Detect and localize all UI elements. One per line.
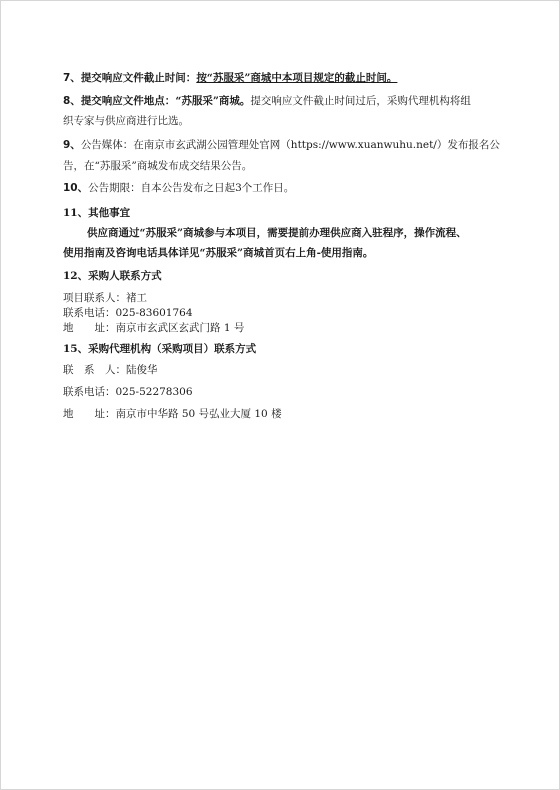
item-10 [63, 181, 294, 195]
agency-phone: 联系电话：025-52278306 [63, 386, 193, 398]
item-11-heading: 11、其他事宜 [63, 207, 131, 219]
item-9 [63, 138, 500, 152]
item-7-text: 按“苏服采”商城中本项目规定的截止时间。 [196, 72, 398, 84]
item-8-number: 8、 [63, 95, 81, 107]
item-8-title: 提交响应文件地点： [80, 95, 176, 107]
purchaser-address-label: 地 址： [63, 322, 116, 334]
item-10-text: 公告期限：自本公告发布之日起3个工作日。 [88, 182, 295, 194]
item-12-heading: 12、采购人联系方式 [63, 270, 162, 282]
item-8 [63, 94, 471, 108]
purchaser-address-value: 南京市玄武区玄武门路 1 号 [115, 322, 245, 334]
item-15-heading: 15、采购代理机构（采购项目）联系方式 [63, 343, 257, 355]
agency-address-label: 地 址： [63, 408, 116, 420]
item-10-number: 10、 [63, 182, 89, 194]
item-11-line-2: 使用指南及咨询电话具体详见“苏服采”商城首页右上角-使用指南。 [63, 247, 374, 259]
item-9-number: 9、 [63, 139, 81, 151]
agency-contact: 联 系 人：陆俊华 [63, 364, 158, 376]
item-8-text: 提交响应文件截止时间过后，采购代理机构将组 [250, 95, 471, 107]
item-8-location: “苏服采”商城。 [175, 95, 251, 107]
item-7 [63, 71, 397, 85]
item-7-number: 7、 [63, 72, 81, 84]
purchaser-contact: 项目联系人：褚工 [63, 292, 147, 304]
item-9-text: 公告媒体：在南京市玄武湖公园管理处官网（https://www.xuanwuhu.net/）发布报名公 [80, 139, 500, 151]
item-8-continuation: 织专家与供应商进行比选。 [63, 115, 189, 127]
item-9-continuation: 告，在“苏服采”商城发布成交结果公告。 [63, 160, 253, 172]
agency-address [63, 407, 282, 421]
agency-address-value: 南京市中华路 50 号弘业大厦 10 楼 [115, 408, 282, 420]
item-7-title: 提交响应文件截止时间： [80, 72, 197, 84]
item-11-line-1: 供应商通过“苏服采”商城参与本项目，需要提前办理供应商入驻程序，操作流程、 [87, 227, 467, 239]
purchaser-address [63, 321, 244, 335]
purchaser-phone: 联系电话：025-83601764 [63, 307, 193, 319]
